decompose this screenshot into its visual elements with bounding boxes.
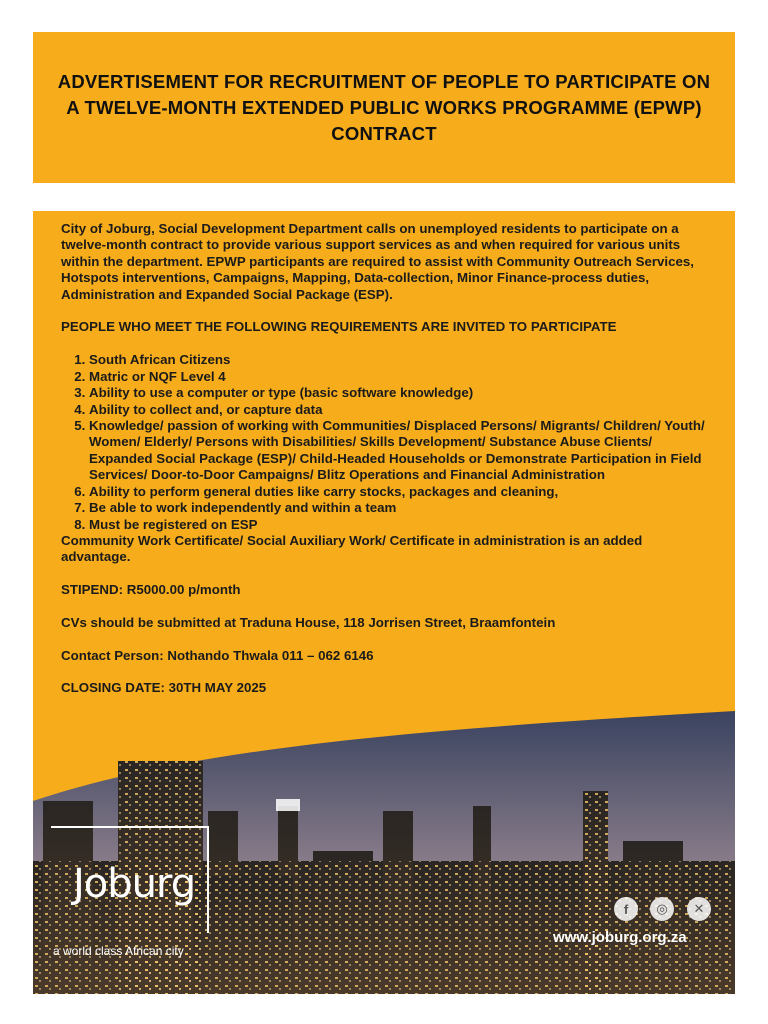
list-item: 8. Must be registered on ESP <box>89 517 711 533</box>
advert-content <box>61 221 711 713</box>
tagline: a world class African city <box>53 944 184 958</box>
x-icon[interactable]: ✕ <box>687 897 711 921</box>
closing-date: CLOSING DATE: 30TH MAY 2025 <box>61 680 267 696</box>
cv-submission: CVs should be submitted at Traduna House, 118 Jorrisen Street, Braamfontein <box>61 614 556 630</box>
page-title: ADVERTISEMENT FOR RECRUITMENT OF PEOPLE TO PARTICIPATE ON A TWELVE-MONTH EXTENDED PUBLIC WORKS PROGRAMME (EPWP) CONTRACT <box>57 70 711 144</box>
facebook-icon[interactable]: f <box>614 897 638 921</box>
instagram-icon[interactable]: ◎ <box>650 897 674 921</box>
joburg-logo: Joburg <box>73 861 196 907</box>
intro-paragraph: City of Joburg, Social Development Department calls on unemployed residents to participate on a twelve-month contract to provide various support services as and when required for various units within the department. EPWP participants are required to assist with Community Outreach Services, Hotspots interventions, Campaigns, Mapping, Data-collection, Minor Finance-process duties, Administration and Expanded Social Package (ESP). <box>61 221 694 302</box>
stipend: STIPEND: R5000.00 p/month <box>61 581 241 597</box>
list-item: 7. Be able to work independently and within a team <box>89 500 711 516</box>
website-link[interactable]: www.joburg.org.za <box>553 929 687 946</box>
list-item: 5. Knowledge/ passion of working with Communities/ Displaced Persons/ Migrants/ Children/ Youth/ Women/ Elderly/ Persons with Disabilities/ Skills Development/ Substance Abuse Clients/ Expanded Social Package (ESP)/ Child-Headed Households or Demonstrate Participation in Field Services/ Door-to-Door Campaigns/ Blitz Operations and Financial Administration <box>89 418 711 484</box>
added-advantage: Community Work Certificate/ Social Auxiliary Work/ Certificate in administration is an added advantage. <box>61 532 643 565</box>
requirements-heading: PEOPLE WHO MEET THE FOLLOWING REQUIREMENTS ARE INVITED TO PARTICIPATE <box>61 319 617 335</box>
list-item: 3. Ability to use a computer or type (basic software knowledge) <box>89 385 711 401</box>
list-item: 4. Ability to collect and, or capture data <box>89 402 711 418</box>
list-item: 6. Ability to perform general duties like carry stocks, packages and cleaning, <box>89 484 711 500</box>
header-banner <box>33 32 735 183</box>
contact-person: Contact Person: Nothando Thwala 011 – 062 6146 <box>61 647 374 663</box>
requirements-list <box>61 352 711 532</box>
list-item: 2. Matric or NQF Level 4 <box>89 369 711 385</box>
list-item: 1. South African Citizens <box>89 352 711 368</box>
advert-body <box>33 211 735 994</box>
